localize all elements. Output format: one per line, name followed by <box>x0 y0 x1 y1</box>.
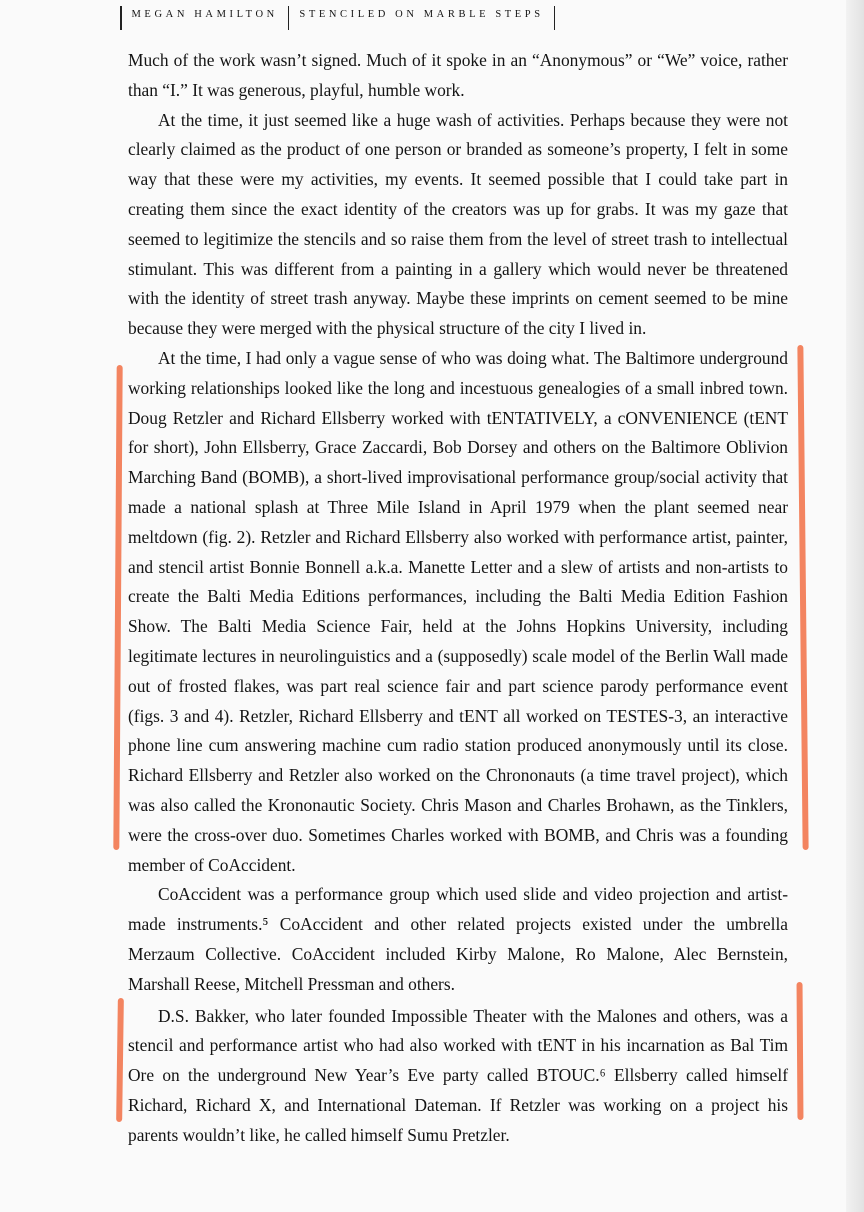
paragraph-4: CoAccident was a performance group which used slide and video projection and artist-made instruments.⁵ CoAccident and other related projects existed under the umbrella Merzaum Collective. CoAccident included Kirby Malone, Ro Malone, Alec Bernstein, Marshall Reese, Mitchell Pressman and others. <box>128 884 788 994</box>
highlighter-mark-left-upper <box>113 365 122 850</box>
paragraph-1: Much of the work wasn’t signed. Much of it spoke in an “Anonymous” or “We” voice, rather than “I.” It was generous, playful, humble work. <box>128 50 788 100</box>
page-edge-shadow <box>846 0 864 1212</box>
highlighter-mark-right-upper <box>797 345 808 850</box>
header-title: STENCILED ON MARBLE STEPS <box>299 9 544 20</box>
paragraph-5: D.S. Bakker, who later founded Impossible Theater with the Malones and others, was a stencil and performance artist who had also worked with tENT in his incarnation as Bal Tim Ore on the underground New Year’s Eve party called BTOUC.⁶ Ellsberry called himself Richard, Richard X, and International Dateman. If Retzler was working on a project his parents wouldn’t like, he called himself Sumu Pretzler. <box>128 1005 788 1145</box>
header-rule-right <box>554 6 556 30</box>
paragraph-3: At the time, I had only a vague sense of who was doing what. The Baltimore underground working relationships looked like the long and incestuous genealogies of a small inbred town. Doug Retzler and Richard Ellsberry worked with tENTATIVELY, a cONVENIENCE (tENT for short), John Ellsberry, Grace Zaccardi, Bob Dorsey and others on the Baltimore Oblivion Marching Band (BOMB), a short-lived improvisational performance group/social activity that made a national splash at Three Mile Island in April 1979 when the plant seemed near meltdown (fig. 2). Retzler and Richard Ellsberry also worked with performance artist, painter, and stencil artist Bonnie Bonnell a.k.a. Manette Letter and a slew of artists and non-artists to create the Balti Media Editions performances, including the Balti Media Edition Fashion Show. The Balti Media Science Fair, held at the Johns Hopkins University, including legitimate lectures in neurolinguistics and a (supposedly) scale model of the Berlin Wall made out of frosted flakes, was part real science fair and part science parody performance event (figs. 3 and 4). Retzler, Richard Ellsberry and tENT all worked on TESTES-3, an interactive phone line cum answering machine cum radio station produced anonymously until its close. Richard Ellsberry and Retzler also worked on the Chrononauts (a time travel project), which was also called the Krononautic Society. Chris Mason and Charles Brohawn, as the Tinklers, were the cross-over duo. Sometimes Charles worked with BOMB, and Chris was a founding member of CoAccident. <box>128 347 788 875</box>
body-text <box>128 46 788 1150</box>
paragraph-2: At the time, it just seemed like a huge wash of activities. Perhaps because they were not clearly claimed as the product of one person or branded as someone’s property, I felt in some way that these were my activities, my events. It seemed possible that I could take part in creating them since the exact identity of the creators was up for grabs. It was my gaze that seemed to legitimize the stencils and so raise them from the level of street trash to intellectual stimulant. This was different from a painting in a gallery which would never be threatened with the identity of street trash anyway. Maybe these imprints on cement seemed to be mine because they were merged with the physical structure of the city I lived in. <box>128 109 788 339</box>
running-head <box>120 6 555 32</box>
header-author: MEGAN HAMILTON <box>131 9 278 20</box>
highlighter-mark-left-lower <box>116 998 124 1122</box>
highlighter-mark-right-lower <box>797 982 804 1120</box>
